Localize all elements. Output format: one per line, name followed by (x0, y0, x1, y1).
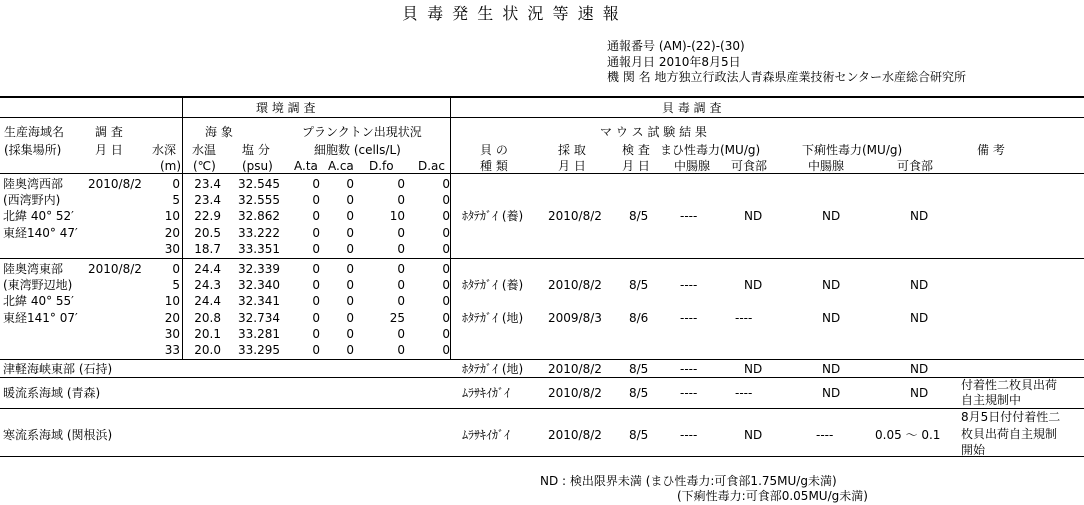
inspect-date-cell: 8/5 (629, 278, 649, 292)
ata-cell: 0 (312, 193, 320, 207)
area-name-cell: 津軽海峡東部 (石持) (3, 362, 113, 376)
depth-cell: 10 (164, 209, 180, 223)
species-cell: ﾑﾗｻｷｲｶﾞｲ (462, 428, 511, 442)
temp-cell: 23.4 (194, 177, 221, 191)
section-rule-3 (0, 377, 1084, 378)
ata-cell: 0 (312, 294, 320, 308)
remarks-header: 備 考 (977, 143, 1005, 157)
salinity-cell: 32.545 (238, 177, 280, 191)
divider-env-right (450, 97, 451, 360)
dac-cell: 0 (442, 343, 450, 357)
remark-line-2: 自主規制中 (961, 393, 1022, 407)
depth-header-l2: (m) (160, 159, 182, 173)
remark-line-1: 付着性二枚貝出荷 (961, 378, 1058, 392)
header-rule (0, 117, 1084, 118)
ata-header: A.ta (294, 159, 318, 173)
inspect-date-cell: 8/6 (629, 311, 649, 325)
dfo-cell: 0 (397, 278, 405, 292)
table-bottom-rule (0, 456, 1084, 457)
area-name-cell: 暖流系海域 (青森) (3, 386, 101, 400)
cells-header: 細胞数 (cells/L) (314, 143, 401, 157)
salinity-cell: 32.339 (238, 262, 280, 276)
psp-edible-header: 可食部 (731, 159, 768, 173)
ata-cell: 0 (312, 327, 320, 341)
species-cell: ﾎﾀﾃｶﾞｲ (地) (462, 311, 524, 325)
collect-date-cell: 2010/8/2 (548, 362, 602, 376)
dac-header: D.ac (418, 159, 446, 173)
survey-header-l2: 月 日 (95, 143, 123, 157)
species-cell: ﾎﾀﾃｶﾞｲ (養) (462, 209, 524, 223)
dac-cell: 0 (442, 177, 450, 191)
dsp-edible-cell: ND (910, 311, 929, 325)
depth-cell: 30 (164, 327, 180, 341)
aca-cell: 0 (346, 226, 354, 240)
psp-edible-cell: ---- (735, 386, 753, 400)
dfo-cell: 0 (397, 327, 405, 341)
s2-area-name: 陸奥湾東部 (3, 262, 64, 276)
temp-header-l1: 水温 (192, 143, 217, 157)
env-survey-header: 環 境 調 査 (256, 101, 316, 115)
aca-cell: 0 (346, 327, 354, 341)
s2-latitude: 北緯 40° 55′ (3, 294, 74, 308)
aca-cell: 0 (346, 193, 354, 207)
salinity-cell: 33.351 (238, 242, 280, 256)
salinity-header-l2: (psu) (242, 159, 273, 173)
depth-cell: 0 (172, 262, 180, 276)
temp-cell: 18.7 (194, 242, 221, 256)
salinity-cell: 32.340 (238, 278, 280, 292)
s1-latitude: 北緯 40° 52′ (3, 209, 74, 223)
depth-cell: 5 (172, 278, 180, 292)
ata-cell: 0 (312, 343, 320, 357)
survey-header-l1: 調 査 (95, 125, 123, 139)
aca-header: A.ca (328, 159, 354, 173)
psp-edible-cell: ND (744, 278, 763, 292)
temp-cell: 24.3 (194, 278, 221, 292)
dsp-header: 下痢性毒力(MU/g) (802, 143, 903, 157)
dfo-cell: 0 (397, 294, 405, 308)
temp-cell: 24.4 (194, 294, 221, 308)
collect-header-l1: 採 取 (558, 143, 586, 157)
depth-cell: 0 (172, 177, 180, 191)
mouse-test-header: マ ウ ス 試 験 結 果 (600, 125, 707, 139)
s1-area-site: (西湾野内) (3, 193, 61, 207)
psp-edible-cell: ND (744, 428, 763, 442)
aca-cell: 0 (346, 278, 354, 292)
dfo-cell: 10 (389, 209, 405, 223)
psp-edible-cell: ND (744, 362, 763, 376)
depth-cell: 20 (164, 226, 180, 240)
inspect-header-l1: 検 査 (622, 143, 650, 157)
psp-midgut-cell: ---- (680, 311, 698, 325)
species-cell: ﾎﾀﾃｶﾞｲ (養) (462, 278, 524, 292)
dsp-midgut-cell: ND (822, 362, 841, 376)
aca-cell: 0 (346, 311, 354, 325)
aca-cell: 0 (346, 343, 354, 357)
ata-cell: 0 (312, 242, 320, 256)
psp-header: まひ性毒力(MU/g) (660, 143, 761, 157)
plankton-header: プランクトン出現状況 (302, 125, 422, 139)
ata-cell: 0 (312, 209, 320, 223)
dac-cell: 0 (442, 242, 450, 256)
dsp-edible-header: 可食部 (897, 159, 934, 173)
salinity-cell: 32.862 (238, 209, 280, 223)
depth-cell: 20 (164, 311, 180, 325)
dfo-cell: 0 (397, 226, 405, 240)
temp-cell: 23.4 (194, 193, 221, 207)
species-header-l1: 貝 の (480, 143, 508, 157)
dac-cell: 0 (442, 226, 450, 240)
dac-cell: 0 (442, 294, 450, 308)
area-header-l2: (採集場所) (4, 143, 62, 157)
table-top-rule (0, 96, 1084, 98)
collect-date-cell: 2010/8/2 (548, 428, 602, 442)
s2-longitude: 東経141° 07′ (3, 311, 78, 325)
dsp-edible-cell: ND (910, 362, 929, 376)
remark-line-2: 枚貝出荷自主規制 (961, 427, 1058, 441)
dac-cell: 0 (442, 262, 450, 276)
report-number: 通報番号 (AM)-(22)-(30) (607, 39, 745, 53)
dac-cell: 0 (442, 311, 450, 325)
divider-env-left (182, 97, 183, 360)
header-bottom-rule (0, 173, 1084, 174)
s2-area-site: (東湾野辺地) (3, 278, 73, 292)
dsp-midgut-cell: ND (822, 311, 841, 325)
dfo-cell: 25 (389, 311, 405, 325)
collect-header-l2: 月 日 (558, 159, 586, 173)
aca-cell: 0 (346, 242, 354, 256)
s1-survey-date: 2010/8/2 (88, 177, 142, 191)
dac-cell: 0 (442, 209, 450, 223)
temp-cell: 20.0 (194, 343, 221, 357)
section-rule-2 (0, 359, 1084, 360)
inspect-date-cell: 8/5 (629, 386, 649, 400)
psp-midgut-cell: ---- (680, 386, 698, 400)
dsp-midgut-header: 中腸腺 (808, 159, 845, 173)
aca-cell: 0 (346, 262, 354, 276)
depth-cell: 5 (172, 193, 180, 207)
dsp-midgut-cell: ---- (816, 428, 834, 442)
species-cell: ﾎﾀﾃｶﾞｲ (地) (462, 362, 524, 376)
area-header-l1: 生産海域名 (4, 125, 65, 139)
s1-longitude: 東経140° 47′ (3, 226, 78, 240)
inspect-date-cell: 8/5 (629, 428, 649, 442)
ata-cell: 0 (312, 177, 320, 191)
dfo-cell: 0 (397, 242, 405, 256)
page-title: 貝 毒 発 生 状 況 等 速 報 (402, 4, 621, 23)
s2-survey-date: 2010/8/2 (88, 262, 142, 276)
salinity-cell: 32.734 (238, 311, 280, 325)
dfo-header: D.fo (369, 159, 394, 173)
dac-cell: 0 (442, 193, 450, 207)
species-cell: ﾑﾗｻｷｲｶﾞｲ (462, 386, 511, 400)
aca-cell: 0 (346, 209, 354, 223)
dsp-edible-cell: ND (910, 278, 929, 292)
psp-midgut-header: 中腸腺 (674, 159, 711, 173)
ata-cell: 0 (312, 262, 320, 276)
depth-cell: 10 (164, 294, 180, 308)
dsp-midgut-cell: ND (822, 209, 841, 223)
psp-edible-cell: ND (744, 209, 763, 223)
inspect-header-l2: 月 日 (622, 159, 650, 173)
inspect-date-cell: 8/5 (629, 209, 649, 223)
psp-midgut-cell: ---- (680, 362, 698, 376)
dfo-cell: 0 (397, 193, 405, 207)
section-rule-1 (0, 258, 1084, 259)
dfo-cell: 0 (397, 177, 405, 191)
salinity-cell: 33.295 (238, 343, 280, 357)
dfo-cell: 0 (397, 343, 405, 357)
footnote-line-1: ND : 検出限界未満 (まひ性毒力:可食部1.75MU/g未満) (540, 474, 837, 488)
ata-cell: 0 (312, 226, 320, 240)
psp-midgut-cell: ---- (680, 278, 698, 292)
salinity-cell: 32.341 (238, 294, 280, 308)
ata-cell: 0 (312, 311, 320, 325)
collect-date-cell: 2010/8/2 (548, 209, 602, 223)
dsp-edible-cell: ND (910, 386, 929, 400)
collect-date-cell: 2009/8/3 (548, 311, 602, 325)
sea-condition-header: 海 象 (205, 125, 233, 139)
psp-midgut-cell: ---- (680, 428, 698, 442)
temp-cell: 20.5 (194, 226, 221, 240)
depth-cell: 30 (164, 242, 180, 256)
salinity-header-l1: 塩 分 (242, 143, 270, 157)
temp-cell: 20.8 (194, 311, 221, 325)
remark-line-3: 開始 (961, 443, 986, 457)
report-date: 通報月日 2010年8月5日 (607, 55, 741, 69)
dac-cell: 0 (442, 327, 450, 341)
species-header-l2: 種 類 (480, 159, 508, 173)
aca-cell: 0 (346, 294, 354, 308)
collect-date-cell: 2010/8/2 (548, 278, 602, 292)
temp-header-l2: (℃) (193, 159, 216, 173)
shellfish-survey-header: 貝 毒 調 査 (662, 101, 722, 115)
remark-line-1: 8月5日付付着性二 (961, 410, 1061, 424)
organization: 機 関 名 地方独立行政法人青森県産業技術センター水産総合研究所 (607, 70, 966, 84)
area-name-cell: 寒流系海域 (関根浜) (3, 428, 113, 442)
ata-cell: 0 (312, 278, 320, 292)
dfo-cell: 0 (397, 262, 405, 276)
temp-cell: 22.9 (194, 209, 221, 223)
salinity-cell: 33.281 (238, 327, 280, 341)
dsp-edible-cell: ND (910, 209, 929, 223)
dsp-midgut-cell: ND (822, 386, 841, 400)
footnote-line-2: (下痢性毒力:可食部0.05MU/g未満) (677, 489, 868, 503)
salinity-cell: 33.222 (238, 226, 280, 240)
collect-date-cell: 2010/8/2 (548, 386, 602, 400)
depth-header-l1: 水深 (152, 143, 177, 157)
salinity-cell: 32.555 (238, 193, 280, 207)
psp-edible-cell: ---- (735, 311, 753, 325)
aca-cell: 0 (346, 177, 354, 191)
section-rule-4 (0, 408, 1084, 409)
depth-cell: 33 (164, 343, 180, 357)
temp-cell: 24.4 (194, 262, 221, 276)
dsp-midgut-cell: ND (822, 278, 841, 292)
temp-cell: 20.1 (194, 327, 221, 341)
inspect-date-cell: 8/5 (629, 362, 649, 376)
s1-area-name: 陸奥湾西部 (3, 177, 64, 191)
dsp-edible-cell: 0.05 ～ 0.1 (875, 428, 941, 442)
dac-cell: 0 (442, 278, 450, 292)
psp-midgut-cell: ---- (680, 209, 698, 223)
